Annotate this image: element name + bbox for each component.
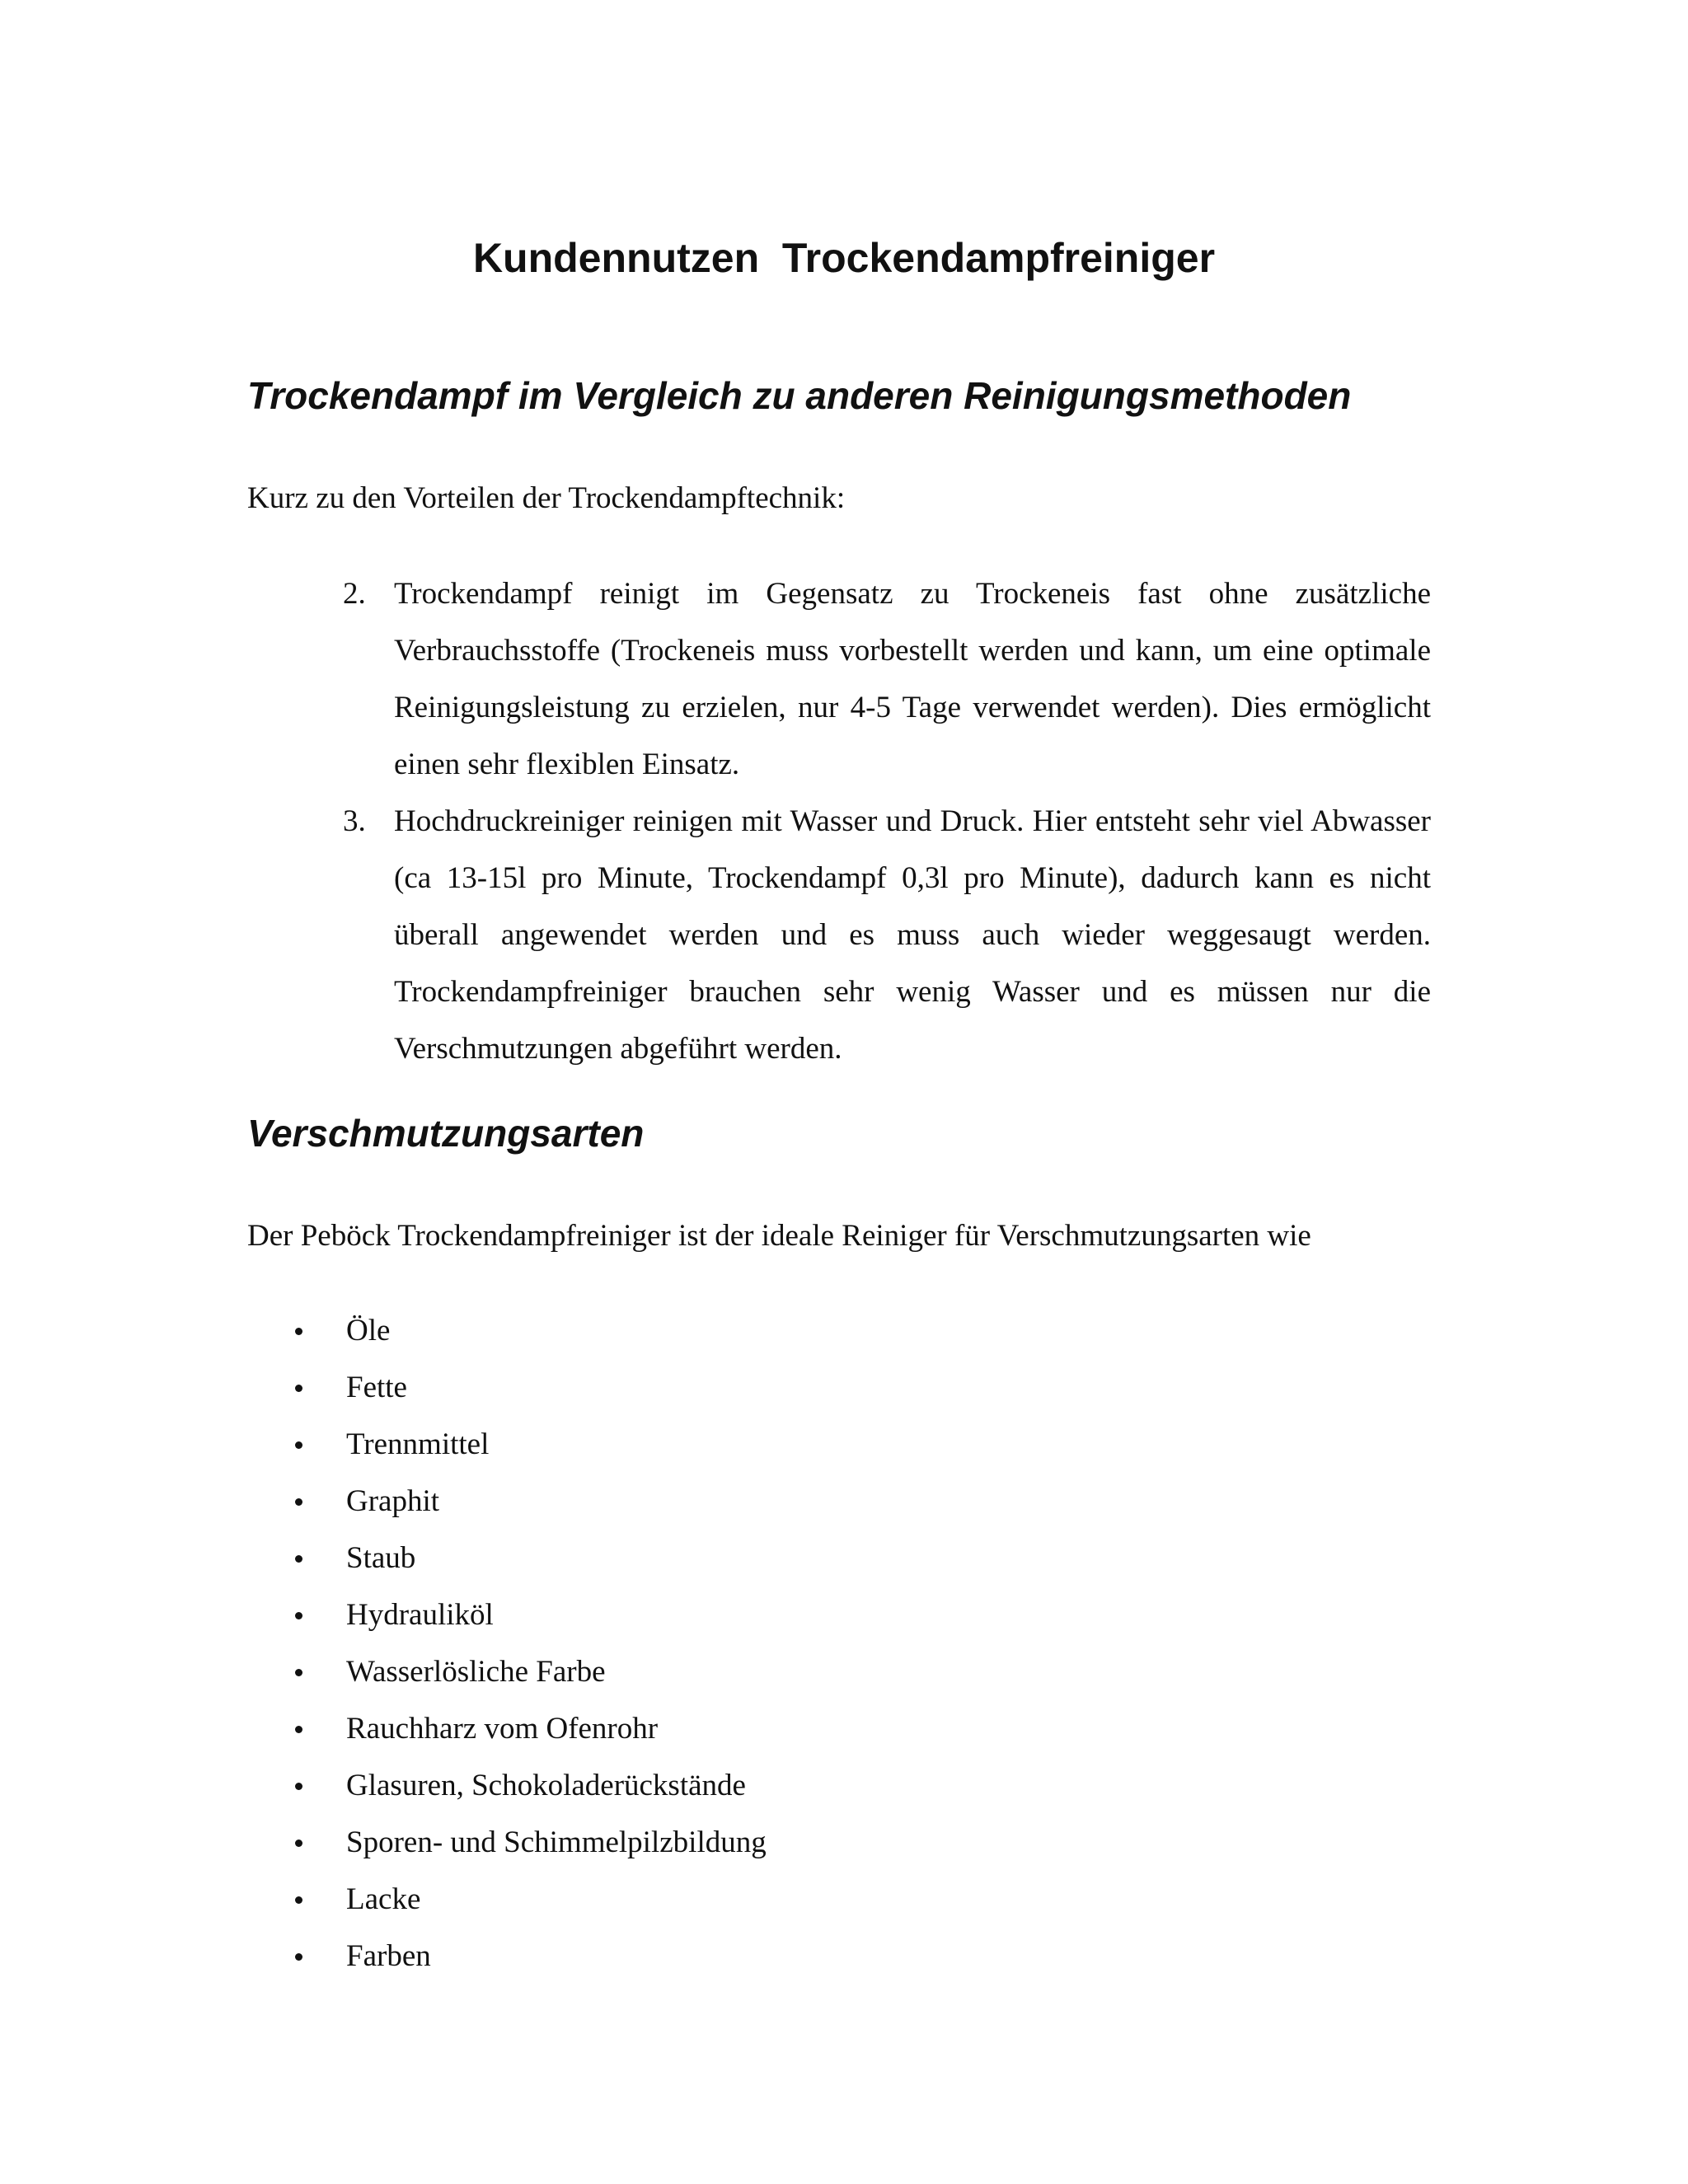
list-item xyxy=(0,1928,1688,1985)
bullet-icon xyxy=(295,1726,302,1733)
list-item xyxy=(0,793,1688,1077)
bullet-label: Lacke xyxy=(346,1882,421,1916)
section-heading-comparison: Trockendampf im Vergleich zu anderen Reinigungsmethoden xyxy=(247,374,1352,417)
bullet-label: Sporen- und Schimmelpilzbildung xyxy=(346,1825,767,1859)
bullet-icon xyxy=(295,1896,302,1904)
list-item xyxy=(0,1473,1688,1530)
bullet-icon xyxy=(295,1783,302,1790)
list-item xyxy=(0,1586,1688,1643)
bullet-label: Farben xyxy=(346,1939,431,1973)
bullet-icon xyxy=(295,1669,302,1676)
list-item xyxy=(0,1643,1688,1700)
list-item xyxy=(0,1359,1688,1416)
bullet-icon xyxy=(295,1441,302,1449)
bullet-label: Staub xyxy=(346,1541,416,1575)
list-item xyxy=(0,1530,1688,1586)
section-heading-contamination-types: Verschmutzungsarten xyxy=(247,1112,645,1155)
bullet-label: Trennmittel xyxy=(346,1427,490,1461)
bullet-label: Öle xyxy=(346,1314,391,1347)
list-item-number: 2. xyxy=(343,577,366,611)
bullet-icon xyxy=(295,1953,302,1961)
intro-paragraph-contamination: Der Peböck Trockendampfreiniger ist der ideale Reiniger für Verschmutzungsarten wie xyxy=(247,1219,1311,1253)
advantages-list xyxy=(0,565,1688,1077)
contamination-list xyxy=(0,1302,1688,1985)
list-item-text: Trockendampf reinigt im Gegensatz zu Trockeneis fast ohne zusätzliche Verbrauchsstoffe (Trockeneis muss vorbestellt werden und kann, um eine optimale Reinigungsleistung zu erzielen, nur 4-5 Tage verwendet werden). Dies ermöglicht einen sehr flexiblen Einsatz. xyxy=(394,577,1431,781)
list-item xyxy=(0,1302,1688,1359)
bullet-label: Wasserlösliche Farbe xyxy=(346,1655,606,1689)
intro-paragraph-advantages: Kurz zu den Vorteilen der Trockendampftechnik: xyxy=(247,481,846,515)
list-item xyxy=(0,1871,1688,1928)
list-item xyxy=(0,1700,1688,1757)
bullet-label: Glasuren, Schokoladerückstände xyxy=(346,1769,746,1802)
bullet-icon xyxy=(295,1328,302,1335)
bullet-label: Graphit xyxy=(346,1484,440,1518)
bullet-label: Fette xyxy=(346,1371,407,1404)
list-item-text: Hochdruckreiniger reinigen mit Wasser und Druck. Hier entsteht sehr viel Abwasser (ca 13-15l pro Minute, Trockendampf 0,3l pro Minute), dadurch kann es nicht überall angewendet werden und es muss auch wieder weggesaugt werden. Trockendampfreiniger brauchen sehr wenig Wasser und es müssen nur die Verschmutzungen abgeführt werden. xyxy=(394,804,1431,1066)
bullet-label: Rauchharz vom Ofenrohr xyxy=(346,1712,659,1746)
bullet-label: Hydrauliköl xyxy=(346,1598,494,1632)
list-item xyxy=(0,565,1688,793)
bullet-icon xyxy=(295,1498,302,1506)
bullet-icon xyxy=(295,1555,302,1563)
bullet-icon xyxy=(295,1385,302,1392)
page-title: Kundennutzen Trockendampfreiniger xyxy=(472,235,1216,281)
list-item xyxy=(0,1416,1688,1473)
list-item-number: 3. xyxy=(343,804,366,838)
list-item xyxy=(0,1814,1688,1871)
bullet-icon xyxy=(295,1612,302,1619)
list-item xyxy=(0,1757,1688,1814)
bullet-icon xyxy=(295,1840,302,1847)
